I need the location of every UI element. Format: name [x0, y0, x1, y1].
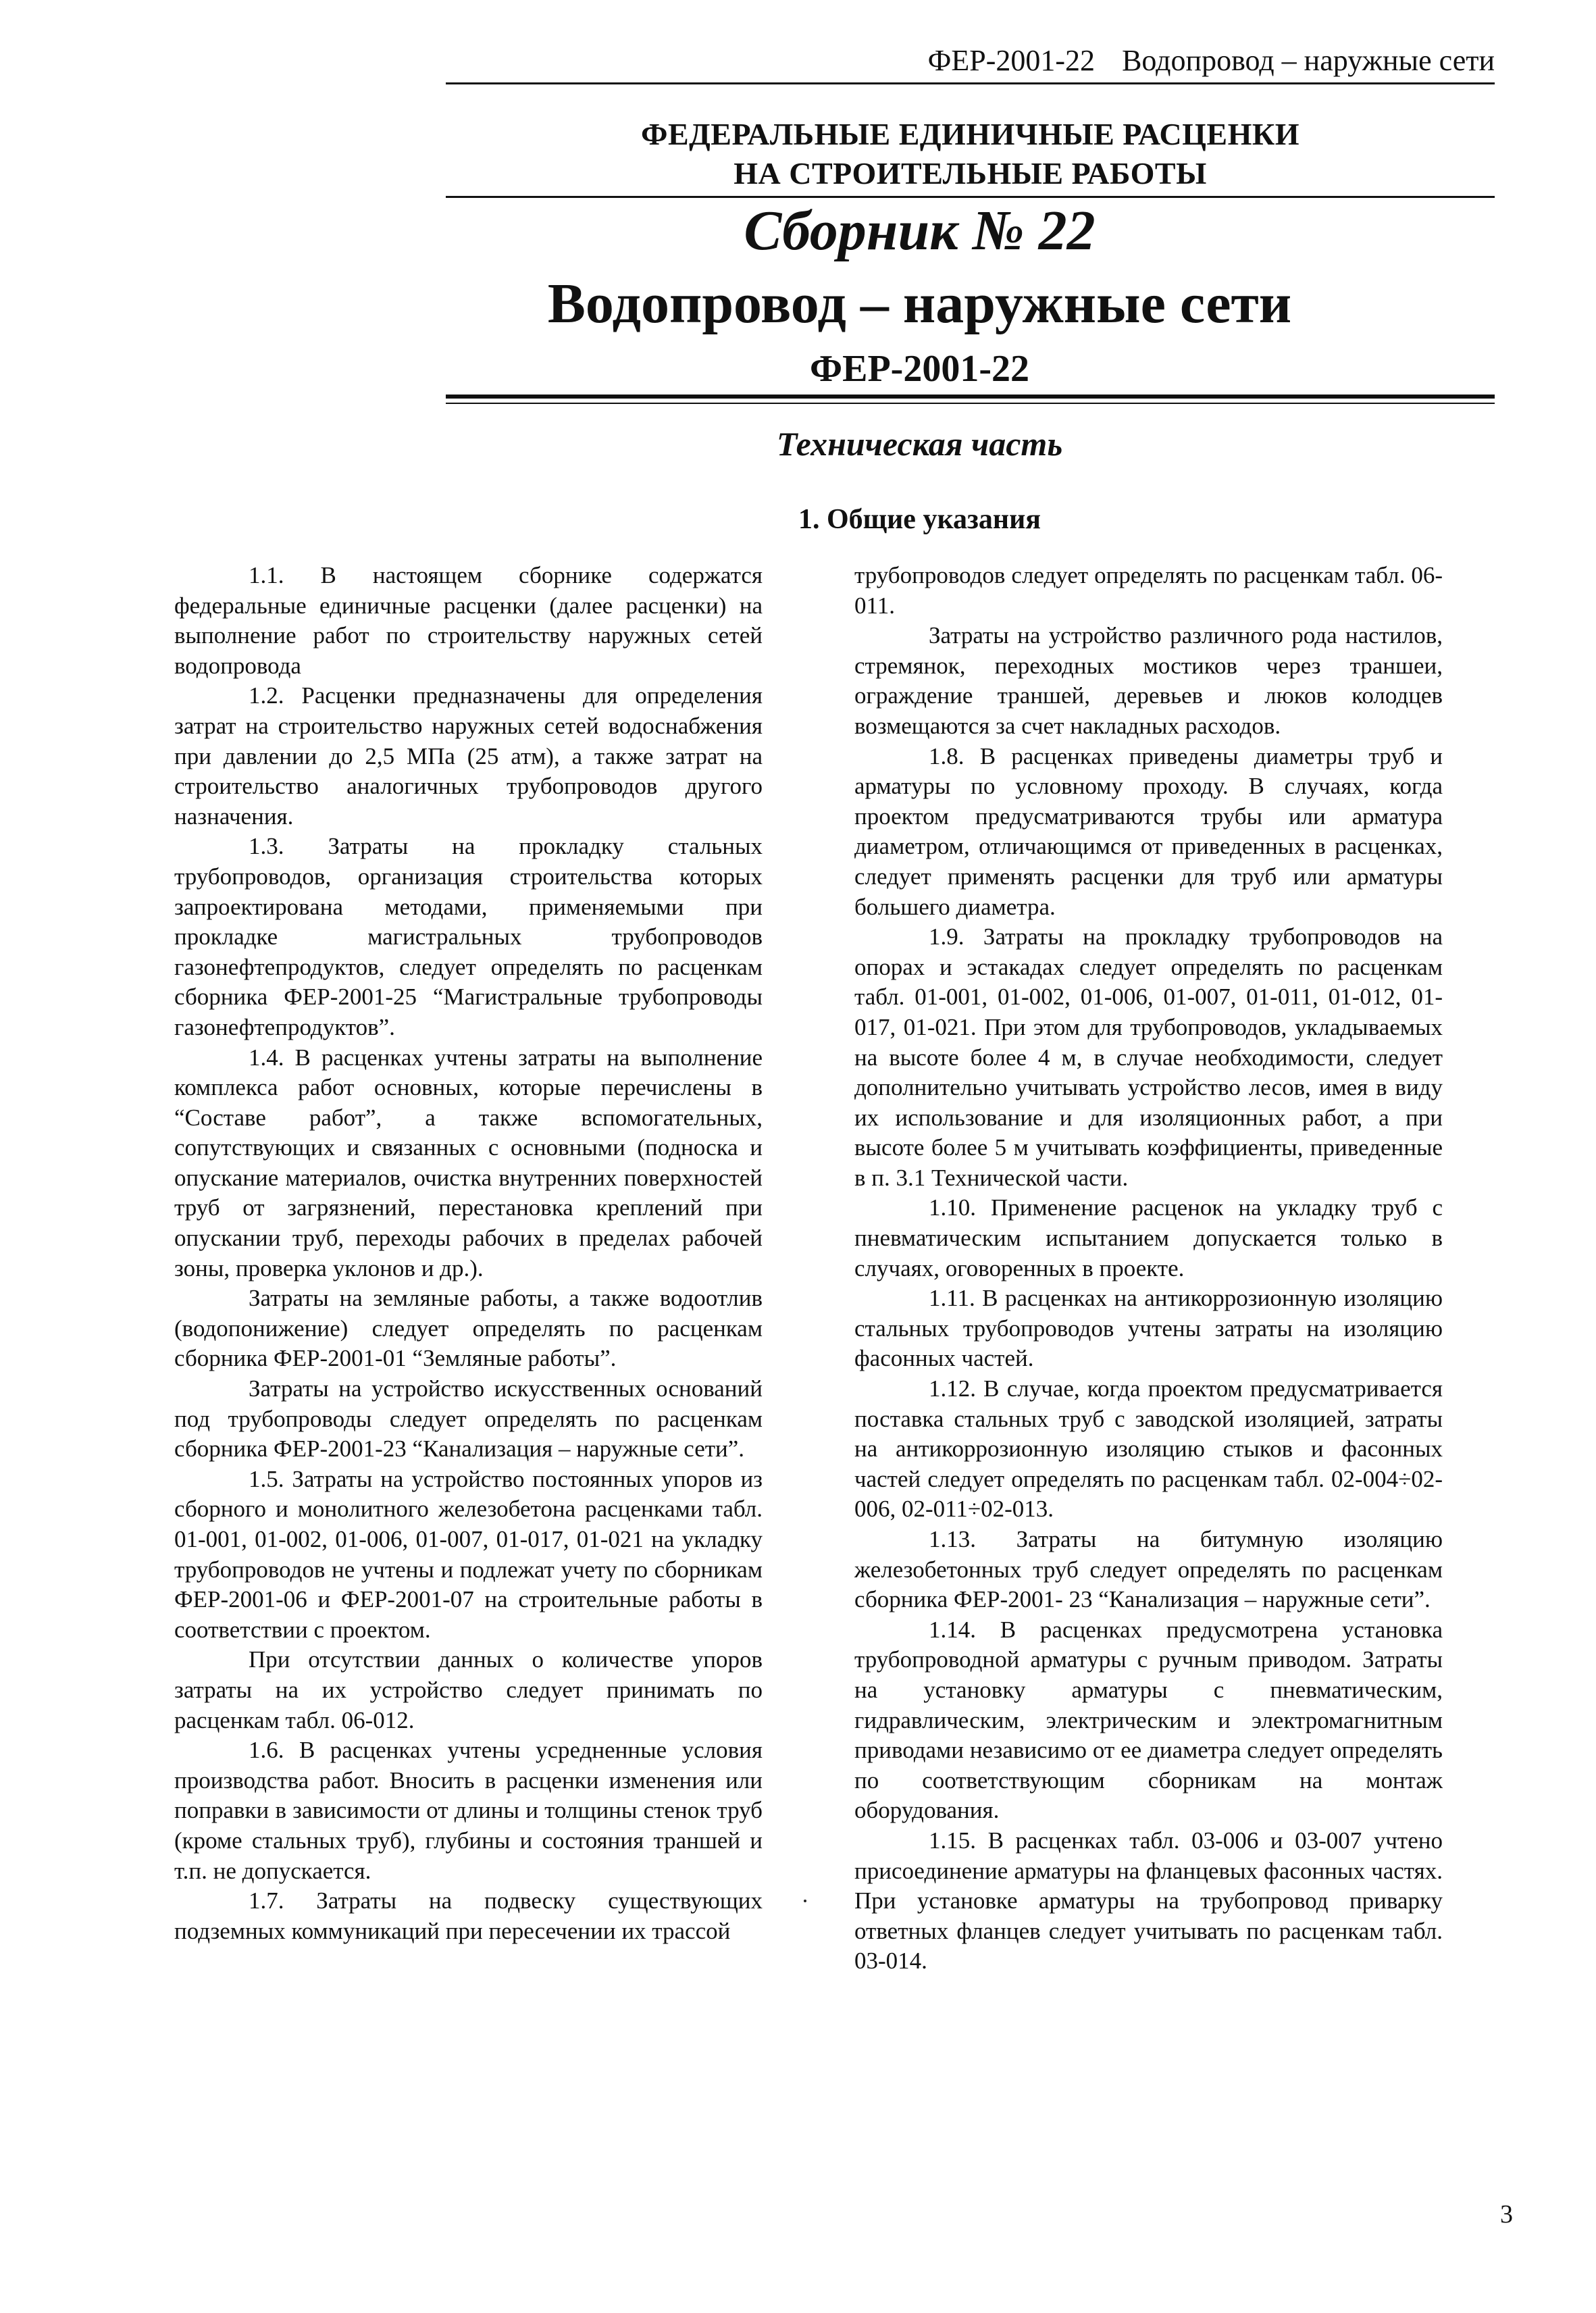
paragraph: Затраты на устройство различного рода настилов, стремянок, переходных мостиков через траншеи, ограждение траншей, деревьев и люков колодцев возмещаются за счет накладных расходов.	[854, 622, 1443, 739]
paragraph: 1.1. В настоящем сборнике содержатся федеральные единичные расценки (далее расценки) на выполнение работ по строительству наружных сетей водопровода	[174, 562, 763, 679]
paragraph: При отсутствии данных о количестве упоров затраты на их устройство следует принимать по расценкам табл. 06-012.	[174, 1646, 763, 1733]
paragraph: 1.14. В расценках предусмотрена установка трубопроводной арматуры с ручным приводом. Затраты на установку арматуры с пневматическим, гидравлическим, электрическим и электромагнитным приводами независимо от ее диаметра следует определять по соответствующим сборникам на монтаж оборудования.	[854, 1616, 1443, 1824]
paragraph: 1.6. В расценках учтены усредненные условия производства работ. Вносить в расценки изменения или поправки в зависимости от длины и толщины стенок труб (кроме стальных труб), глубины и состояния траншей и т.п. не допускается.	[174, 1737, 763, 1884]
paragraph: 1.11. В расценках на антикоррозионную изоляцию стальных трубопроводов учтены затраты на изоляцию фасонных частей.	[854, 1285, 1443, 1372]
paragraph: 1.4. В расценках учтены затраты на выполнение комплекса работ основных, которые перечислены в “Составе работ”, а также вспомогательных, сопутствующих и связанных с основными (подноска и опускание материалов, очистка внутренних поверхностей труб от загрязнений, перестановка креплений при опускании труб, переходы рабочих в пределах рабочей зоны, проверка уклонов и др.).	[174, 1044, 763, 1281]
paragraph: 1.7. Затраты на подвеску существующих подземных коммуникаций при пересечении их трассой	[174, 1887, 763, 1944]
block-title-line2: НА СТРОИТЕЛЬНЫЕ РАБОТЫ	[733, 156, 1207, 190]
running-header	[446, 42, 1495, 80]
paragraph: 1.8. В расценках приведены диаметры труб и арматуры по условному проходу. В случаях, когда проектом предусматриваются трубы или арматура диаметром, отличающимся от приведенных в расценках, следует применять расценки для труб или арматуры большего диаметра.	[854, 742, 1443, 920]
paragraph-continued: трубопроводов следует определять по расценкам табл. 06-011.	[854, 562, 1443, 619]
paragraph: 1.5. Затраты на устройство постоянных упоров из сборного и монолитного железобетона расценками табл. 01-001, 01-002, 01-006, 01-007, 01-017, 01-021 на укладку трубопроводов не учтены и подлежат учету по сборникам ФЕР-2001-06 и ФЕР-2001-07 на строительные работы в соответствии с проектом.	[174, 1465, 763, 1643]
paragraph: 1.2. Расценки предназначены для определения затрат на строительство наружных сетей водоснабжения при давлении до 2,5 МПа (25 атм), а также затрат на строительство аналогичных трубопроводов другого назначения.	[174, 682, 763, 830]
paragraph: 1.3. Затраты на прокладку стальных трубопроводов, организация строительства которых запроектирована методами, применяемыми при прокладке магистральных трубопроводов газонефтепродуктов, следует определять по расценкам сборника ФЕР-2001-25 “Магистральные трубопроводы газонефтепродуктов”.	[174, 833, 763, 1040]
document-code: ФЕР-2001-22	[810, 348, 1029, 390]
page-number: 3	[1500, 2200, 1513, 2229]
title-rule-thin	[446, 403, 1495, 404]
block-title	[446, 115, 1495, 193]
document-title: Водопровод – наружные сети	[547, 272, 1292, 335]
paragraph: 1.15. В расценках табл. 03-006 и 03-007 учтено присоединение арматуры на фланцевых фасонных частях. При установке арматуры на трубопровод приварку ответных фланцев следует учитывать по расценкам табл. 03-014.	[854, 1827, 1443, 1975]
paragraph: 1.12. В случае, когда проектом предусматривается поставка стальных труб с заводской изоляцией, затраты на антикоррозионную изоляцию стыков и фасонных частей следует определять по расценкам табл. 02-004÷02-006, 02-011÷02-013.	[854, 1375, 1443, 1523]
header-rule	[446, 82, 1495, 84]
paragraph: 1.13. Затраты на битумную изоляцию железобетонных труб следует определять по расценкам сборника ФЕР-2001- 23 “Канализация – наружные сети”.	[854, 1526, 1443, 1613]
collection-title: Сборник № 22	[744, 199, 1096, 262]
right-column	[854, 561, 1443, 1977]
paragraph: 1.9. Затраты на прокладку трубопроводов на опорах и эстакадах следует определять по расценкам табл. 01-001, 01-002, 01-006, 01-007, 01-011, 01-012, 01-017, 01-021. При этом для трубопроводов, укладываемых на высоте более 4 м, в случае необходимости, следует дополнительно учитывать устройство лесов, имея в виду их использование и для изоляционных работ, а при высоте более 5 м учитывать коэффициенты, приведенные в п. 3.1 Технической части.	[854, 923, 1443, 1191]
left-column	[174, 561, 763, 1946]
paragraph: Затраты на земляные работы, а также водоотлив (водопонижение) следует определять по расценкам сборника ФЕР-2001-01 “Земляные работы”.	[174, 1285, 763, 1372]
paragraph: Затраты на устройство искусственных оснований под трубопроводы следует определять по расценкам сборника ФЕР-2001-23 “Канализация – наружные сети”.	[174, 1375, 763, 1463]
block-title-line1: ФЕДЕРАЛЬНЫЕ ЕДИНИЧНЫЕ РАСЦЕНКИ	[640, 117, 1300, 151]
title-rule-thick	[446, 395, 1495, 399]
section-title: 1. Общие указания	[798, 504, 1041, 535]
part-title: Техническая часть	[776, 425, 1063, 463]
header-title: Водопровод – наружные сети	[1122, 44, 1495, 77]
header-code: ФЕР-2001-22	[927, 44, 1096, 77]
paragraph: 1.10. Применение расценок на укладку труб с пневматическим испытанием допускается только в случаях, оговоренных в проекте.	[854, 1194, 1443, 1281]
scan-speck	[804, 1900, 806, 1902]
